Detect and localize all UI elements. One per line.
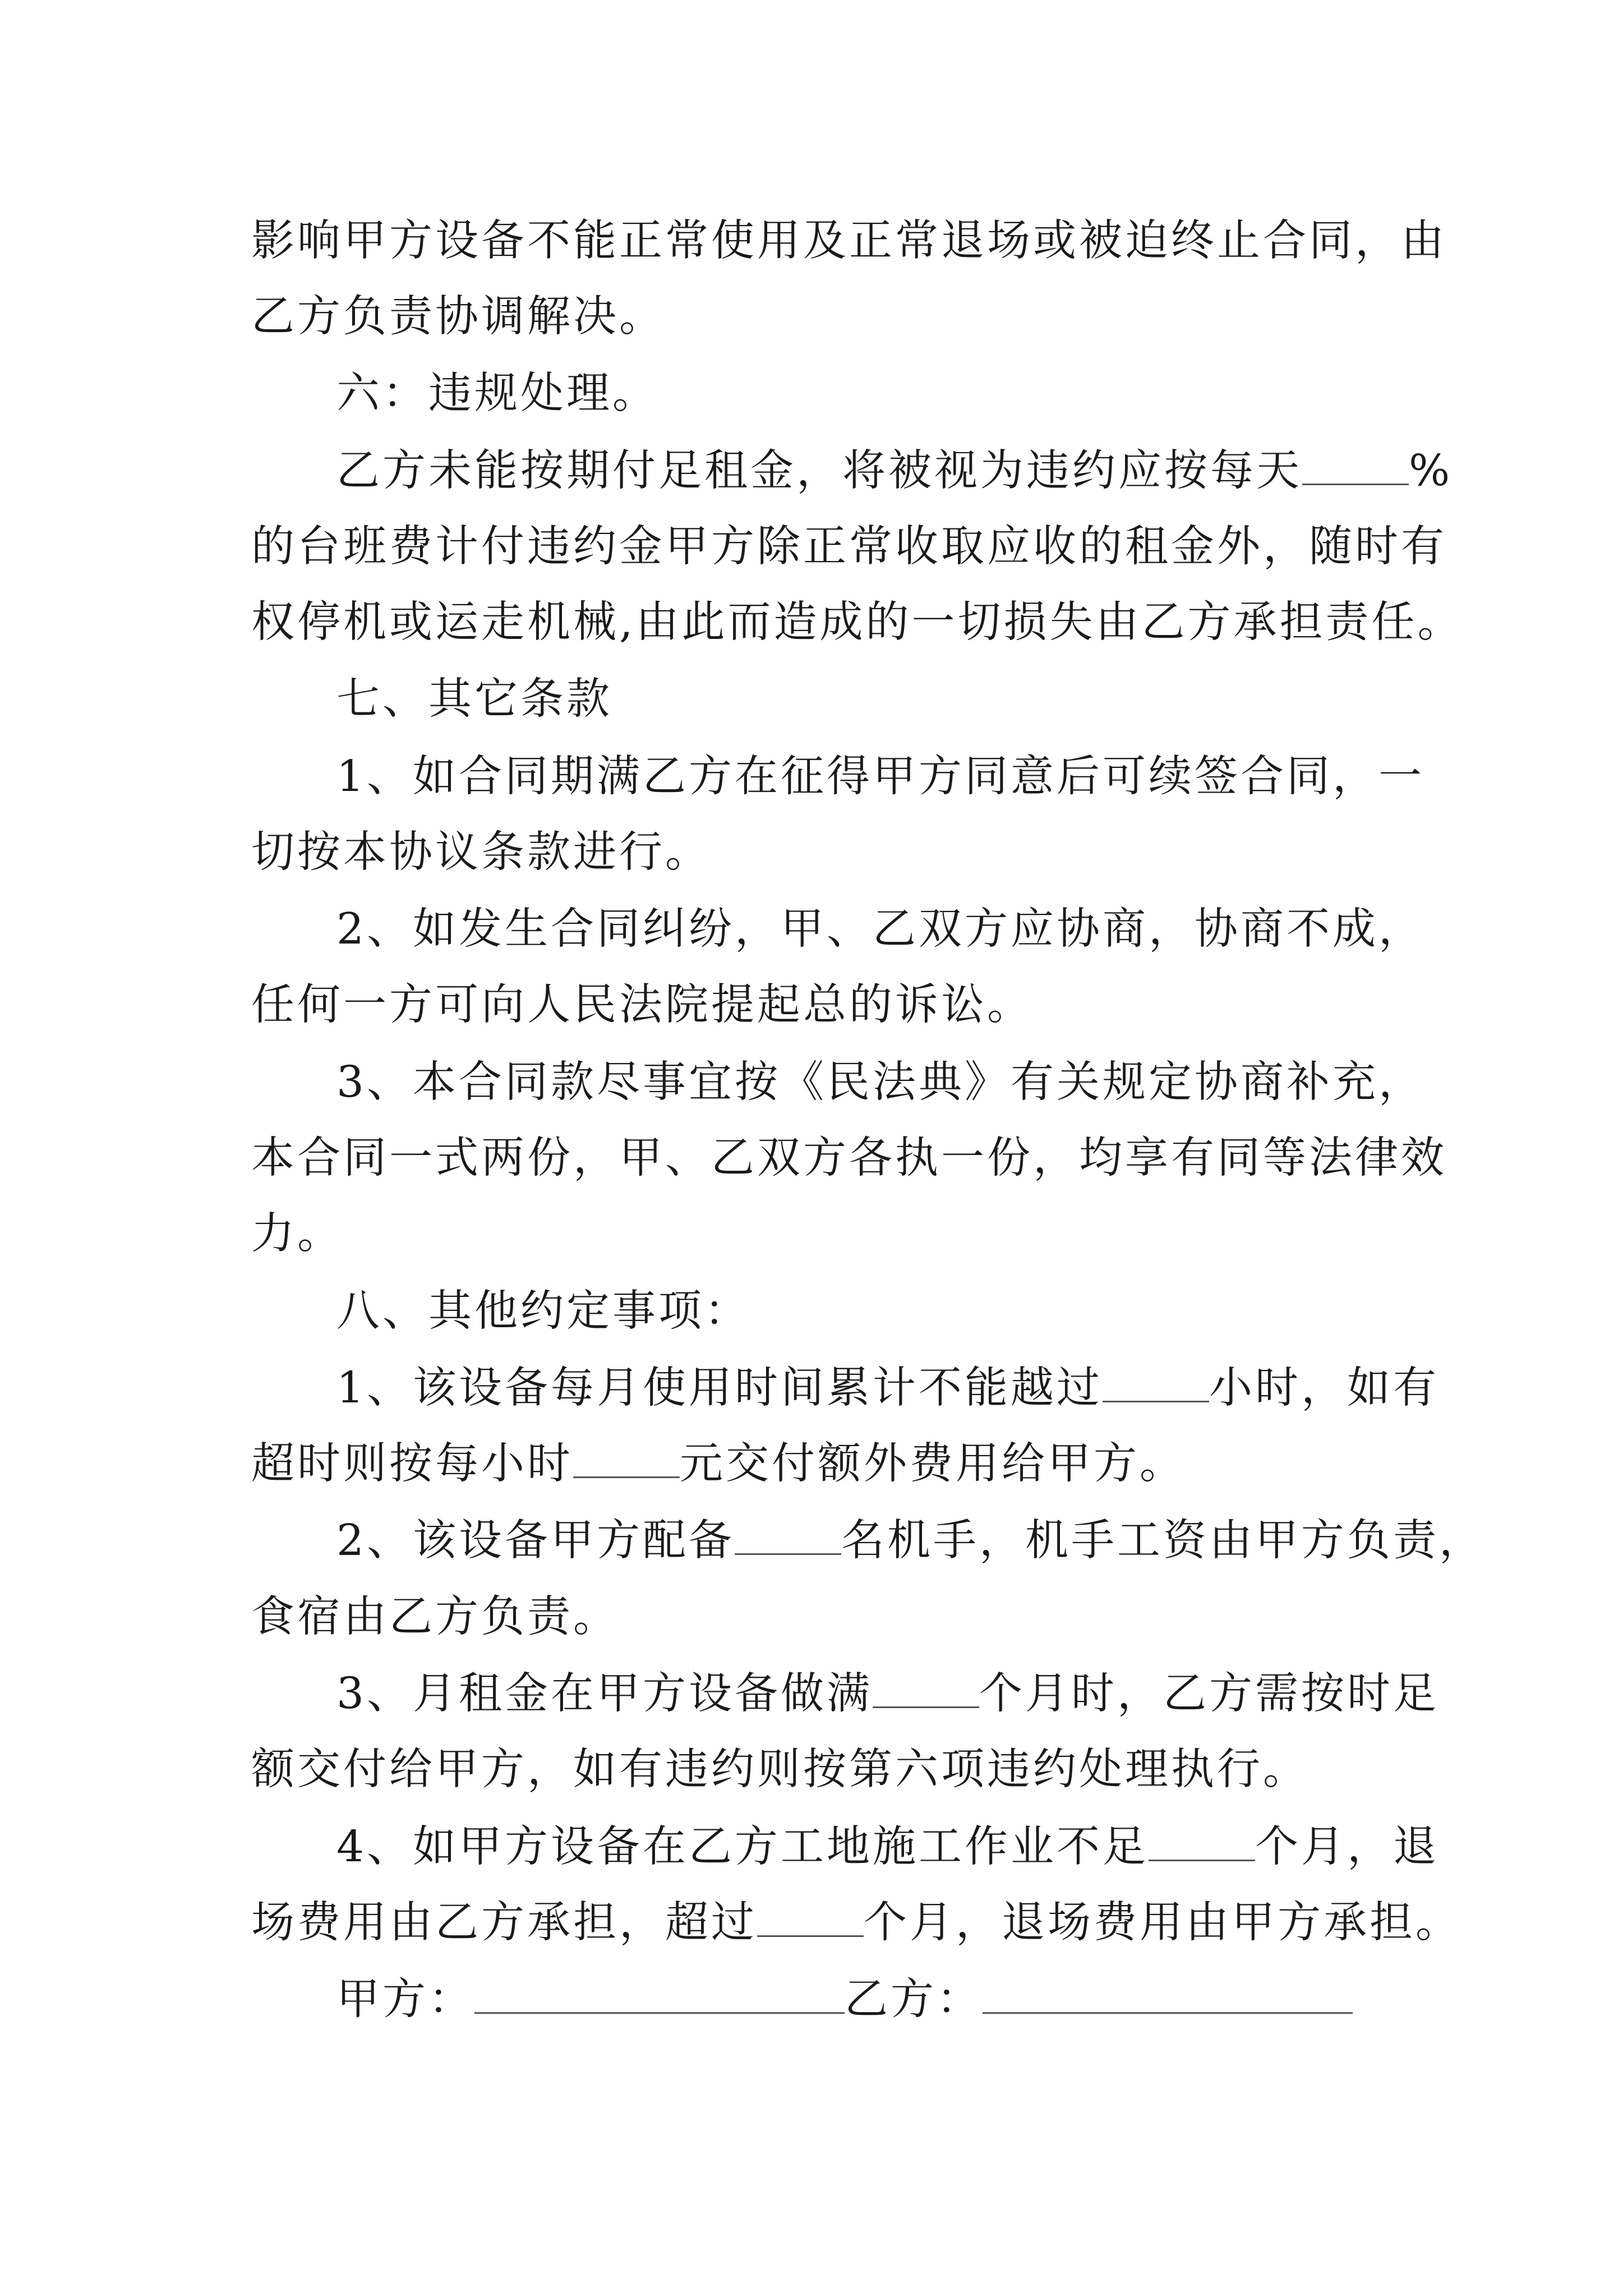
party-a-label: 甲方： (336, 1975, 474, 2024)
paragraph-line (336, 1666, 1439, 1722)
text: 1、如合同期满乙方在征得甲方同意后可续签合同，一 (336, 752, 1424, 802)
paragraph-line (336, 749, 1424, 805)
blank-field (757, 1896, 864, 1937)
paragraph-line (251, 825, 711, 881)
text: 食宿由乙方负责。 (251, 1592, 619, 1642)
paragraph-line (251, 289, 665, 345)
blank-field (735, 1514, 841, 1555)
paragraph-line (251, 1589, 619, 1645)
text: 影响甲方设备不能正常使用及正常退场或被迫终止合同，由 (251, 216, 1447, 266)
blank-field (573, 1437, 680, 1478)
text: 4、如甲方设备在乙方工地施工作业不足 (336, 1822, 1149, 1872)
paragraph-line (251, 595, 1463, 651)
paragraph-line (336, 901, 1424, 958)
party-b-label: 乙方： (845, 1975, 983, 2024)
blank-field (1149, 1820, 1255, 1861)
text: 额交付给甲方，如有违约则按第六项违约处理执行。 (251, 1745, 1309, 1795)
text: 权停机或运走机械,由此而造成的一切损失由乙方承担责任。 (251, 597, 1464, 647)
section-heading-8 (336, 1283, 750, 1340)
paragraph-line (251, 1130, 1447, 1186)
text: 小时，如有 (1209, 1363, 1439, 1413)
section-heading-6 (336, 366, 658, 422)
text: 乙方负责协调解决。 (251, 292, 665, 342)
paragraph-line (336, 1513, 1485, 1569)
text: 3、本合同款尽事宜按《民法典》有关规定协商补充， (336, 1057, 1424, 1107)
paragraph-line (336, 1360, 1439, 1416)
text: 名机手，机手工资由甲方负责， (841, 1516, 1485, 1566)
text: 乙方未能按期付足租金，将被视为违约应按每天 (336, 446, 1302, 496)
paragraph-line (251, 519, 1447, 575)
paragraph-line (336, 1055, 1424, 1111)
party-b-signature-field[interactable] (983, 1973, 1353, 2014)
text: 本合同一式两份，甲、乙双方各执一份，均享有同等法律效 (251, 1133, 1447, 1183)
blank-field (1302, 444, 1409, 485)
signature-line (336, 1972, 1353, 2028)
text: 2、如发生合同纠纷，甲、乙双方应协商，协商不成， (336, 904, 1424, 954)
text: 个月，退场费用由甲方承担。 (864, 1898, 1461, 1948)
paragraph-line (251, 1436, 1186, 1492)
text: 个月，退 (1255, 1822, 1439, 1872)
text: 的台班费计付违约金甲方除正常收取应收的租金外，随时有 (251, 522, 1447, 572)
party-a-signature-field[interactable] (474, 1973, 845, 2014)
section-heading-7 (336, 671, 612, 728)
text: 六：违规处理。 (336, 369, 658, 418)
text: 个月时，乙方需按时足 (979, 1669, 1439, 1719)
paragraph-line (251, 977, 1033, 1033)
text: 元交付额外费用给甲方。 (680, 1439, 1186, 1489)
text: 任何一方可向人民法院提起总的诉讼。 (251, 980, 1033, 1030)
text: 八、其他约定事项： (336, 1286, 750, 1336)
text: 3、月租金在甲方设备做满 (336, 1669, 873, 1719)
blank-field (873, 1667, 979, 1708)
paragraph-line (251, 1742, 1309, 1798)
text: 2、该设备甲方配备 (336, 1516, 735, 1566)
text: 超时则按每小时 (251, 1439, 573, 1489)
paragraph-line (251, 213, 1447, 269)
text: % (1409, 446, 1453, 496)
paragraph-line (336, 443, 1453, 499)
paragraph-line (251, 1206, 343, 1262)
text: 1、该设备每月使用时间累计不能越过 (336, 1363, 1103, 1413)
blank-field (1103, 1361, 1209, 1402)
text: 切按本协议条款进行。 (251, 827, 711, 877)
text: 七、其它条款 (336, 674, 612, 724)
text: 力。 (251, 1209, 343, 1259)
text: 场费用由乙方承担，超过 (251, 1898, 757, 1948)
paragraph-line (251, 1895, 1461, 1951)
paragraph-line (336, 1819, 1439, 1875)
